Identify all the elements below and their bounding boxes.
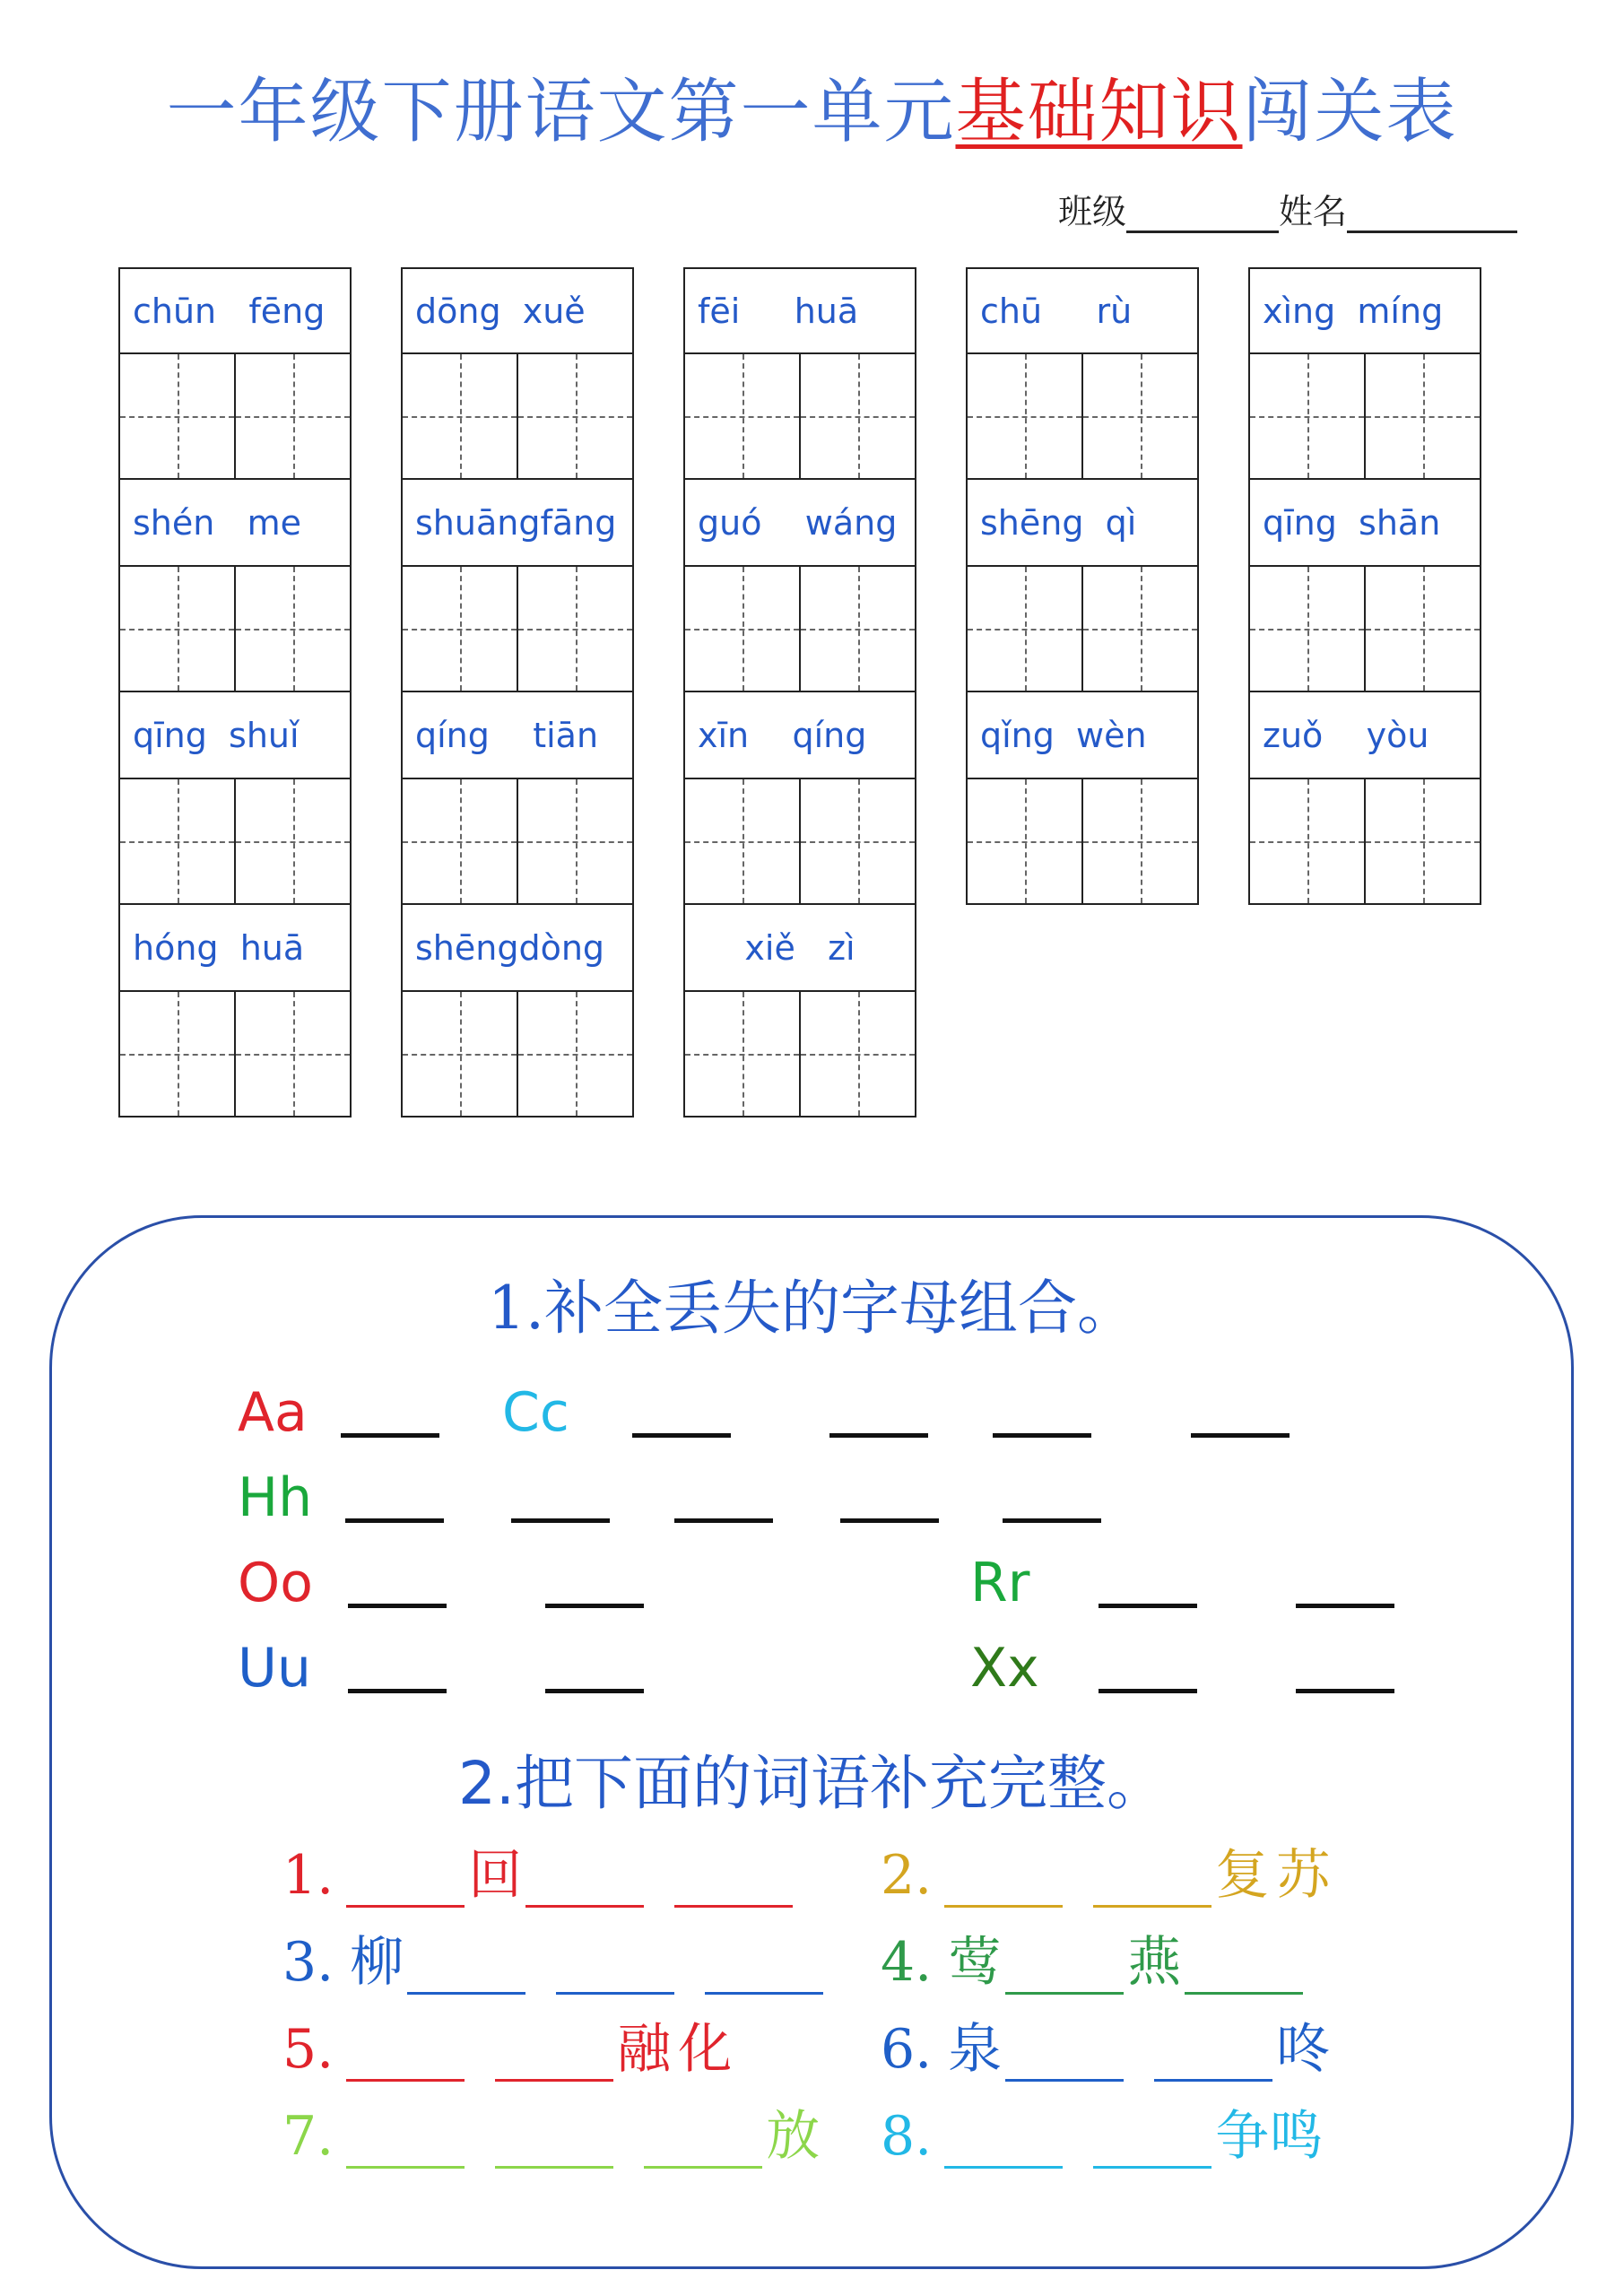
pinyin-cell: [1248, 692, 1481, 905]
letter-pair: Oo: [238, 1552, 313, 1614]
writing-grid: [401, 565, 634, 692]
pinyin-column: [683, 267, 916, 1118]
writing-box[interactable]: [1081, 567, 1197, 691]
pinyin-cell: [401, 692, 634, 905]
word-item: [282, 2104, 823, 2169]
writing-box[interactable]: [968, 567, 1081, 691]
pinyin-cell: [401, 480, 634, 692]
pinyin-cell: [401, 905, 634, 1118]
writing-box[interactable]: [1364, 354, 1480, 478]
page-title: [0, 56, 1624, 156]
section1-title: 1.补全丢失的字母组合。: [488, 1274, 1136, 1343]
answer-blank[interactable]: [1296, 1689, 1394, 1693]
word-char: 燕: [1127, 1931, 1182, 1994]
writing-grid: [966, 778, 1199, 905]
word-char: 莺: [948, 1931, 1003, 1994]
pinyin-label: chūn fēng: [118, 267, 352, 352]
letter-pair: Uu: [238, 1637, 311, 1700]
pinyin-cell: [966, 692, 1199, 905]
pinyin-cell: [966, 480, 1199, 692]
writing-grid: [966, 565, 1199, 692]
writing-box[interactable]: [685, 567, 799, 691]
writing-box[interactable]: [120, 992, 234, 1116]
pinyin-label: guó wáng: [683, 480, 916, 565]
word-item: [282, 1930, 823, 1995]
letter-pair: Cc: [502, 1381, 569, 1444]
word-char: 泉: [948, 2018, 1003, 2081]
writing-box[interactable]: [799, 354, 915, 478]
pinyin-column: [966, 267, 1199, 905]
pinyin-label: qīng shuǐ: [118, 692, 352, 778]
writing-grid: [118, 778, 352, 905]
answer-blank[interactable]: [1099, 1604, 1197, 1608]
pinyin-cell: [683, 905, 916, 1118]
word-blank[interactable]: [1093, 2118, 1211, 2169]
writing-box[interactable]: [403, 779, 517, 903]
word-blank[interactable]: [556, 1944, 674, 1995]
title-suffix: 闯关表: [1242, 72, 1458, 152]
pinyin-cell: [118, 267, 352, 480]
pinyin-cell: [401, 267, 634, 480]
word-blank[interactable]: [346, 2118, 465, 2169]
writing-box[interactable]: [517, 779, 632, 903]
writing-box[interactable]: [799, 992, 915, 1116]
word-blank[interactable]: [944, 1857, 1063, 1908]
writing-grid: [1248, 565, 1481, 692]
answer-blank[interactable]: [511, 1518, 610, 1523]
pinyin-label: shuāngfāng: [401, 480, 634, 565]
word-blank[interactable]: [1005, 1944, 1124, 1995]
writing-grid: [683, 778, 916, 905]
writing-box[interactable]: [120, 354, 234, 478]
answer-blank[interactable]: [829, 1433, 928, 1438]
item-number: 6.: [881, 2018, 933, 2081]
writing-grid: [401, 352, 634, 480]
writing-box[interactable]: [1250, 354, 1364, 478]
item-number: 2.: [881, 1844, 933, 1907]
writing-grid: [401, 990, 634, 1118]
writing-grid: [966, 352, 1199, 480]
word-char: 苏: [1276, 1844, 1331, 1907]
answer-blank[interactable]: [632, 1433, 731, 1438]
word-char: 放: [766, 2105, 821, 2168]
writing-grid: [118, 990, 352, 1118]
writing-grid: [401, 778, 634, 905]
writing-box[interactable]: [968, 779, 1081, 903]
writing-box[interactable]: [799, 779, 915, 903]
pinyin-label: xìng míng: [1248, 267, 1481, 352]
answer-blank[interactable]: [545, 1604, 644, 1608]
writing-grid: [118, 565, 352, 692]
word-item: [881, 1930, 1303, 1995]
answer-blank[interactable]: [348, 1604, 447, 1608]
pinyin-label: qīng shān: [1248, 480, 1481, 565]
writing-box[interactable]: [517, 992, 632, 1116]
pinyin-label: hóng huā: [118, 905, 352, 990]
pinyin-cell: [1248, 267, 1481, 480]
pinyin-cell: [683, 692, 916, 905]
item-number: 4.: [881, 1931, 933, 1994]
pinyin-cell: [683, 480, 916, 692]
pinyin-column: [118, 267, 352, 1118]
name-label: 姓名: [1279, 192, 1348, 231]
word-item: [282, 2017, 735, 2082]
letter-pair: Aa: [238, 1381, 308, 1444]
writing-box[interactable]: [234, 567, 350, 691]
answer-blank[interactable]: [1099, 1689, 1197, 1693]
word-blank[interactable]: [407, 1944, 525, 1995]
answer-blank[interactable]: [840, 1518, 939, 1523]
pinyin-cell: [118, 905, 352, 1118]
word-blank[interactable]: [1005, 2031, 1124, 2082]
word-char: 化: [678, 2018, 733, 2081]
word-blank[interactable]: [525, 1857, 644, 1908]
answer-blank[interactable]: [674, 1518, 773, 1523]
item-number: 5.: [282, 2018, 334, 2081]
pinyin-label: dōng xuě: [401, 267, 634, 352]
pinyin-cell: [118, 692, 352, 905]
word-item: [881, 2104, 1326, 2169]
writing-box[interactable]: [1250, 567, 1364, 691]
writing-box[interactable]: [685, 779, 799, 903]
writing-grid: [118, 352, 352, 480]
writing-grid: [683, 352, 916, 480]
word-char: 回: [468, 1844, 523, 1907]
writing-box[interactable]: [1364, 779, 1480, 903]
pinyin-cell: [118, 480, 352, 692]
letter-pair: Rr: [970, 1552, 1030, 1614]
item-number: 3.: [282, 1931, 334, 1994]
word-blank[interactable]: [674, 1857, 793, 1908]
writing-grid: [1248, 778, 1481, 905]
section2-title: 2.把下面的词语补充完整。: [458, 1749, 1166, 1818]
pinyin-label: fēi huā: [683, 267, 916, 352]
pinyin-label: shēngdòng: [401, 905, 634, 990]
writing-box[interactable]: [1081, 779, 1197, 903]
pinyin-label: shēng qì: [966, 480, 1199, 565]
writing-box[interactable]: [234, 354, 350, 478]
pinyin-cell: [1248, 480, 1481, 692]
word-char: 融: [617, 2018, 672, 2081]
answer-blank[interactable]: [1191, 1433, 1290, 1438]
writing-box[interactable]: [799, 567, 915, 691]
word-item: [881, 1843, 1333, 1908]
word-blank[interactable]: [495, 2031, 613, 2082]
writing-box[interactable]: [403, 992, 517, 1116]
word-blank[interactable]: [346, 1857, 465, 1908]
pinyin-label: qǐng wèn: [966, 692, 1199, 778]
word-char: 复: [1215, 1844, 1270, 1907]
writing-box[interactable]: [234, 779, 350, 903]
word-char: 咚: [1276, 2018, 1331, 2081]
answer-blank[interactable]: [1296, 1604, 1394, 1608]
pinyin-label: shén me: [118, 480, 352, 565]
item-number: 8.: [881, 2105, 933, 2168]
item-number: 7.: [282, 2105, 334, 2168]
writing-grid: [683, 990, 916, 1118]
answer-blank[interactable]: [348, 1689, 447, 1693]
word-blank[interactable]: [1093, 1857, 1211, 1908]
writing-box[interactable]: [1364, 567, 1480, 691]
pinyin-label: qíng tiān: [401, 692, 634, 778]
class-field[interactable]: [1126, 191, 1279, 233]
pinyin-cell: [683, 267, 916, 480]
word-blank[interactable]: [346, 2031, 465, 2082]
pinyin-label: chū rù: [966, 267, 1199, 352]
writing-box[interactable]: [120, 567, 234, 691]
word-blank[interactable]: [1154, 2031, 1272, 2082]
word-blank[interactable]: [644, 2118, 762, 2169]
answer-blank[interactable]: [341, 1433, 439, 1438]
writing-box[interactable]: [685, 354, 799, 478]
answer-blank[interactable]: [545, 1689, 644, 1693]
word-item: [881, 2017, 1333, 2082]
title-text: 一年级下册语文第一单元: [166, 72, 956, 152]
writing-box[interactable]: [120, 779, 234, 903]
writing-box[interactable]: [685, 992, 799, 1116]
word-blank[interactable]: [495, 2118, 613, 2169]
word-item: [282, 1843, 793, 1908]
pinyin-label: zuǒ yòu: [1248, 692, 1481, 778]
writing-box[interactable]: [1081, 354, 1197, 478]
word-blank[interactable]: [1185, 1944, 1303, 1995]
word-char: 柳: [350, 1931, 404, 1994]
name-field[interactable]: [1347, 191, 1517, 233]
writing-box[interactable]: [1250, 779, 1364, 903]
writing-grid: [1248, 352, 1481, 480]
word-blank[interactable]: [944, 2118, 1063, 2169]
writing-box[interactable]: [234, 992, 350, 1116]
letter-pair: Xx: [970, 1637, 1039, 1700]
writing-box[interactable]: [403, 567, 517, 691]
pinyin-cell: [966, 267, 1199, 480]
answer-blank[interactable]: [993, 1433, 1091, 1438]
pinyin-label: xīn qíng: [683, 692, 916, 778]
title-highlight: 基础知识: [955, 72, 1243, 152]
answer-blank[interactable]: [345, 1518, 444, 1523]
writing-box[interactable]: [517, 354, 632, 478]
pinyin-column: [401, 267, 634, 1118]
word-char: 争鸣: [1215, 2105, 1324, 2168]
writing-grid: [683, 565, 916, 692]
pinyin-column: [1248, 267, 1481, 905]
writing-box[interactable]: [403, 354, 517, 478]
pinyin-label: xiě zì: [683, 905, 916, 990]
answer-blank[interactable]: [1003, 1518, 1101, 1523]
writing-box[interactable]: [968, 354, 1081, 478]
letter-pair: Hh: [238, 1466, 313, 1529]
item-number: 1.: [282, 1844, 334, 1907]
class-label: 班级: [1058, 192, 1127, 231]
name-bar: [1058, 184, 1517, 233]
word-blank[interactable]: [705, 1944, 823, 1995]
writing-box[interactable]: [517, 567, 632, 691]
